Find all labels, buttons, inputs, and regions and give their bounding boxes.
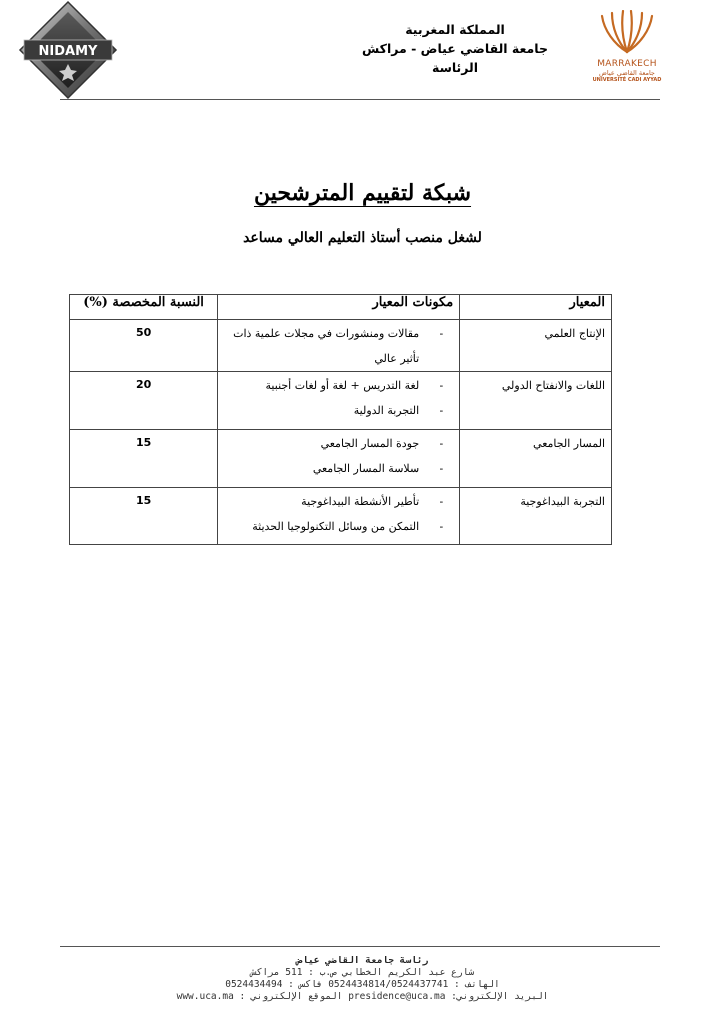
percentage-cell xyxy=(70,320,218,372)
criterion-cell: التجربة البيداغوجية xyxy=(460,488,612,545)
header-criterion: المعيار xyxy=(460,295,612,320)
university-logo-french: UNIVERSITÉ CADI AYYAD xyxy=(592,77,662,83)
nidamy-logo xyxy=(18,0,118,100)
criterion-cell: اللغات والانفتاح الدولي xyxy=(460,372,612,430)
table-row xyxy=(70,488,612,545)
percentage-value: 15 xyxy=(135,494,152,507)
table-row xyxy=(70,430,612,488)
header-kingdom: المملكة المغربية xyxy=(405,22,505,37)
document-subtitle: لشغل منصب أستاذ التعليم العالي مساعد xyxy=(243,230,482,246)
footer-divider xyxy=(60,946,660,947)
header-presidency: الرئاسة xyxy=(431,60,478,75)
criteria-table xyxy=(69,294,612,545)
document-title-text: شبكة لتقييم المترشحين xyxy=(253,180,472,206)
footer-address: شارع عبد الكريم الخطابي ص.ب : 511 مراكش xyxy=(250,967,475,978)
criterion-cell: الإنتاج العلمي xyxy=(460,320,612,372)
components-cell xyxy=(218,320,460,372)
table-row xyxy=(70,372,612,430)
percentage-cell xyxy=(70,488,218,545)
components-cell xyxy=(218,488,460,545)
table-row xyxy=(70,320,612,372)
component-item: - التمكن من وسائل التكنولوجيا الحديثة xyxy=(224,514,443,539)
component-item: - لغة التدريس + لغة أو لغات أجنبية xyxy=(224,373,443,398)
footer xyxy=(0,955,725,1003)
table-header-row xyxy=(70,295,612,320)
nidamy-logo-text: NIDAMY xyxy=(38,44,98,59)
header-divider xyxy=(60,99,660,100)
footer-phone-fax: الهاتف : 0524434814/0524437741 فاكس : 0524434494 xyxy=(225,979,500,990)
component-item: - سلاسة المسار الجامعي xyxy=(224,456,443,481)
university-emblem-icon xyxy=(596,10,658,54)
header-components: مكونات المعيار xyxy=(218,295,460,320)
percentage-value: 20 xyxy=(135,378,152,391)
component-item: - مقالات ومنشورات في مجلات علمية ذات xyxy=(224,321,443,346)
percentage-cell xyxy=(70,430,218,488)
components-cell xyxy=(218,372,460,430)
criterion-cell: المسار الجامعي xyxy=(460,430,612,488)
footer-email-website: البريد الإلكتروني: presidence@uca.ma الموقع الإلكتروني : www.uca.ma xyxy=(176,991,549,1002)
component-item: - التجربة الدولية xyxy=(224,398,443,423)
header xyxy=(325,20,585,77)
header-percentage: النسبة المخصصة (%) xyxy=(70,295,218,320)
components-cell xyxy=(218,430,460,488)
component-item-continued: تأثير عالي xyxy=(374,352,420,365)
university-logo-city: MARRAKECH xyxy=(597,59,657,69)
header-university: جامعة القاضي عياض - مراكش xyxy=(362,41,548,56)
document-title xyxy=(0,180,725,206)
percentage-value: 15 xyxy=(135,436,152,449)
footer-institution: رئاسة جامعة القاضي عياض xyxy=(296,955,429,966)
university-logo-arabic: جامعة القاضي عياض xyxy=(599,69,655,77)
component-item: - جودة المسار الجامعي xyxy=(224,431,443,456)
university-logo xyxy=(592,10,662,90)
percentage-cell xyxy=(70,372,218,430)
percentage-value: 50 xyxy=(135,326,152,339)
component-item: - تأطير الأنشطة البيداغوجية xyxy=(224,489,443,514)
